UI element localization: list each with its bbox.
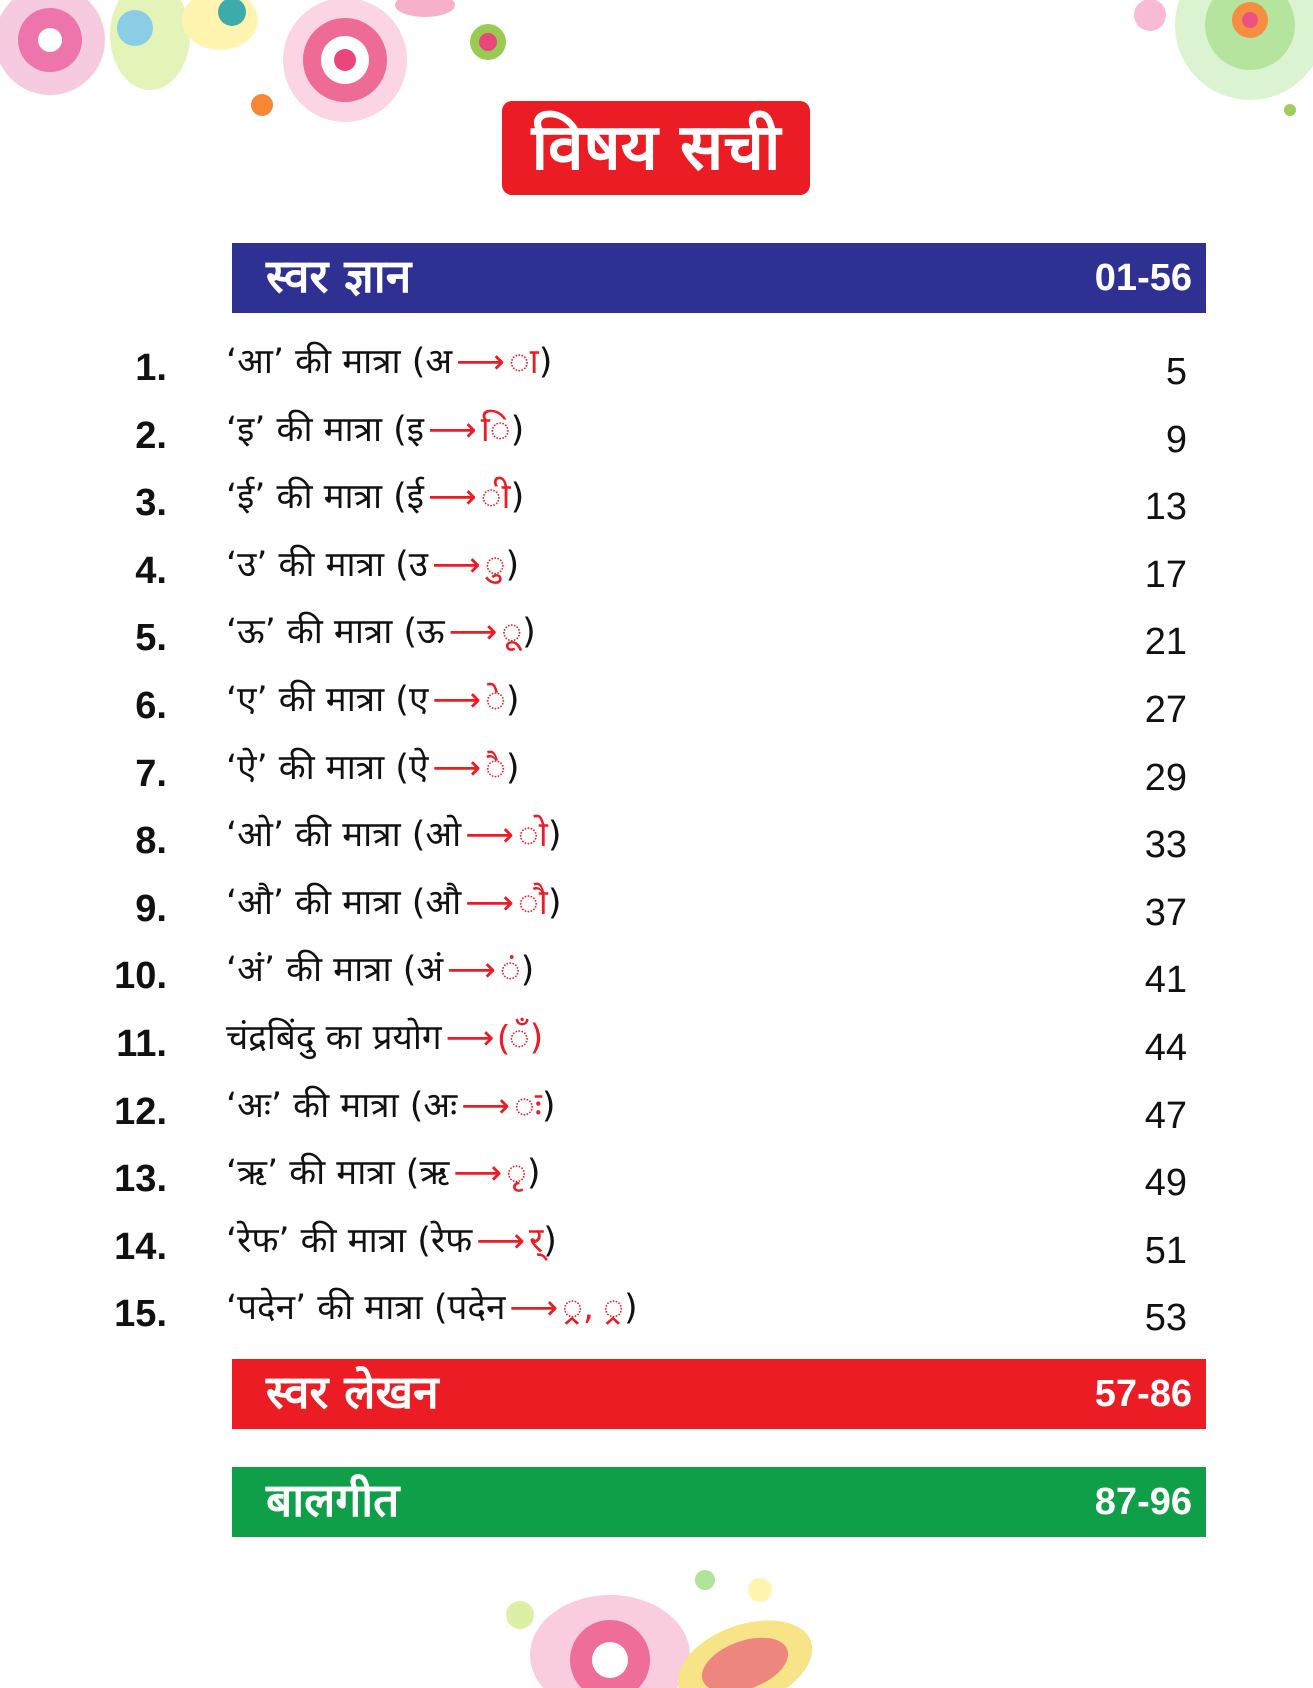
- item-prefix: ‘औ’ की मात्रा (औ: [226, 883, 462, 923]
- toc-row: [0, 809, 1313, 873]
- arrow-right-icon: ⟶: [448, 612, 498, 652]
- item-title: [226, 1074, 556, 1138]
- matra-sign: र्: [528, 1221, 544, 1261]
- item-number: 1.: [135, 347, 167, 389]
- matra-sign: ू: [501, 612, 523, 652]
- item-title: [226, 533, 519, 597]
- item-page-number: 33: [1144, 824, 1187, 866]
- matra-sign: ः: [513, 1086, 542, 1126]
- matra-sign: ा: [508, 342, 539, 382]
- item-suffix: ): [510, 477, 525, 517]
- item-title: [226, 398, 524, 462]
- toc-row: [0, 674, 1313, 738]
- item-number: 4.: [135, 550, 167, 592]
- item-number: 9.: [135, 888, 167, 930]
- item-number: 14.: [114, 1226, 167, 1268]
- section-title: बालगीत: [266, 1473, 400, 1527]
- item-page-number: 49: [1144, 1162, 1187, 1204]
- item-prefix: ‘उ’ की मात्रा (उ: [226, 545, 428, 585]
- arrow-right-icon: ⟶: [461, 1086, 510, 1126]
- item-title: [226, 938, 534, 1002]
- toc-row: [0, 1012, 1313, 1076]
- item-suffix: ): [623, 1288, 638, 1328]
- item-page-number: 9: [1165, 419, 1187, 461]
- toc-row: [0, 336, 1313, 400]
- matra-sign: ु: [484, 545, 506, 585]
- item-page-number: 41: [1144, 959, 1187, 1001]
- section-bar-swar-gyan: [232, 243, 1206, 313]
- item-suffix: ): [505, 545, 520, 585]
- item-suffix: ): [520, 950, 535, 990]
- item-prefix: ‘ए’ की मात्रा (ए: [226, 680, 429, 720]
- matra-sign: े: [485, 680, 506, 720]
- item-page-number: 13: [1144, 486, 1187, 528]
- item-number: 13.: [114, 1158, 167, 1200]
- arrow-right-icon: ⟶: [465, 815, 514, 855]
- section-page-range: 57-86: [1094, 1373, 1192, 1415]
- toc-row: [0, 471, 1313, 535]
- item-number: 11.: [116, 1023, 167, 1065]
- item-number: 10.: [114, 955, 167, 997]
- item-prefix: ‘ऊ’ की मात्रा (ऊ: [226, 612, 445, 652]
- item-suffix: ): [547, 815, 562, 855]
- arrow-right-icon: ⟶: [456, 342, 505, 382]
- toc-row: [0, 877, 1313, 941]
- matra-sign: ं: [499, 950, 521, 990]
- page-title: विषय सची: [502, 101, 810, 195]
- item-suffix: ): [538, 342, 553, 382]
- item-title: [226, 465, 524, 529]
- matra-sign: ो: [517, 815, 548, 855]
- arrow-right-icon: ⟶: [427, 410, 477, 450]
- item-suffix: ): [526, 1153, 541, 1193]
- section-title: स्वर ज्ञान: [266, 249, 412, 303]
- toc-row: [0, 1147, 1313, 1211]
- item-title: [226, 736, 520, 800]
- item-page-number: 47: [1144, 1095, 1187, 1137]
- arrow-right-icon: ⟶: [447, 950, 496, 990]
- arrow-right-icon: ⟶: [509, 1288, 559, 1328]
- matra-sign: ि: [480, 410, 511, 450]
- item-number: 12.: [114, 1091, 167, 1133]
- matra-sign: ै: [485, 748, 506, 788]
- item-suffix: ): [543, 1221, 557, 1261]
- item-prefix: ‘अं’ की मात्रा (अं: [226, 950, 444, 990]
- item-title: [226, 600, 536, 664]
- section-page-range: 01-56: [1094, 257, 1192, 299]
- item-title: [226, 1006, 543, 1070]
- matra-sign: ्र, ्र: [562, 1288, 624, 1328]
- item-title: [226, 1209, 557, 1273]
- arrow-right-icon: ⟶: [432, 680, 482, 720]
- item-prefix: ‘ई’ की मात्रा (ई: [226, 477, 424, 517]
- item-page-number: 27: [1144, 689, 1187, 731]
- item-page-number: 29: [1144, 757, 1187, 799]
- item-title: [226, 803, 561, 867]
- item-page-number: 53: [1144, 1297, 1187, 1339]
- item-title: [226, 668, 520, 732]
- item-number: 5.: [135, 617, 167, 659]
- item-suffix: ): [541, 1086, 556, 1126]
- item-suffix: ): [522, 612, 536, 652]
- arrow-right-icon: ⟶: [431, 545, 481, 585]
- item-prefix: चंद्रबिंदु का प्रयोग: [226, 1018, 442, 1058]
- toc-row: [0, 539, 1313, 603]
- item-title: [226, 871, 561, 935]
- item-prefix: ‘ओ’ की मात्रा (ओ: [226, 815, 462, 855]
- item-prefix: ‘ऐ’ की मात्रा (ऐ: [226, 748, 429, 788]
- item-title: [226, 1141, 541, 1205]
- arrow-right-icon: ⟶: [432, 748, 482, 788]
- toc-row: [0, 1080, 1313, 1144]
- arrow-right-icon: ⟶: [445, 1018, 495, 1058]
- item-prefix: ‘आ’ की मात्रा (अ: [226, 342, 453, 382]
- item-prefix: ‘इ’ की मात्रा (इ: [226, 410, 424, 450]
- toc-row: [0, 404, 1313, 468]
- paisley-decoration-bottom-icon: [490, 1560, 870, 1688]
- matra-sign: ौ: [517, 883, 548, 923]
- item-number: 8.: [135, 820, 167, 862]
- item-title: [226, 330, 552, 394]
- arrow-right-icon: ⟶: [465, 883, 514, 923]
- item-title: [226, 1276, 638, 1340]
- toc-row: [0, 944, 1313, 1008]
- item-number: 2.: [135, 415, 167, 457]
- item-suffix: ): [505, 748, 520, 788]
- toc-row: [0, 606, 1313, 670]
- item-suffix: ): [547, 883, 562, 923]
- item-prefix: ‘ऋ’ की मात्रा (ऋ: [226, 1153, 450, 1193]
- item-suffix: ): [505, 680, 520, 720]
- arrow-right-icon: ⟶: [427, 477, 477, 517]
- item-prefix: ‘पदेन’ की मात्रा (पदेन: [226, 1288, 506, 1328]
- item-prefix: ‘रेफ’ की मात्रा (रेफ: [226, 1221, 473, 1261]
- section-title: स्वर लेखन: [266, 1365, 439, 1419]
- item-page-number: 21: [1144, 621, 1187, 663]
- item-page-number: 51: [1144, 1230, 1187, 1272]
- floral-decoration-top-left-icon: [0, 0, 520, 150]
- item-prefix: ‘अः’ की मात्रा (अः: [226, 1086, 458, 1126]
- item-number: 6.: [135, 685, 167, 727]
- section-bar-baalgeet: [232, 1467, 1206, 1537]
- item-page-number: 44: [1144, 1027, 1187, 1069]
- floral-decoration-top-right-icon: [1120, 0, 1313, 140]
- item-number: 7.: [135, 753, 167, 795]
- toc-row: [0, 1215, 1313, 1279]
- item-suffix: ): [510, 410, 525, 450]
- toc-row: [0, 1282, 1313, 1346]
- matra-sign: ृ: [506, 1153, 527, 1193]
- section-bar-swar-lekhan: [232, 1359, 1206, 1429]
- item-number: 15.: [114, 1293, 167, 1335]
- matra-sign: ी: [480, 477, 511, 517]
- arrow-right-icon: ⟶: [453, 1153, 503, 1193]
- toc-row: [0, 742, 1313, 806]
- arrow-right-icon: ⟶: [476, 1221, 525, 1261]
- item-page-number: 17: [1144, 554, 1187, 596]
- item-number: 3.: [135, 482, 167, 524]
- section-page-range: 87-96: [1094, 1481, 1192, 1523]
- matra-sign: (ँ): [498, 1018, 544, 1058]
- item-page-number: 5: [1165, 351, 1187, 393]
- item-page-number: 37: [1144, 892, 1187, 934]
